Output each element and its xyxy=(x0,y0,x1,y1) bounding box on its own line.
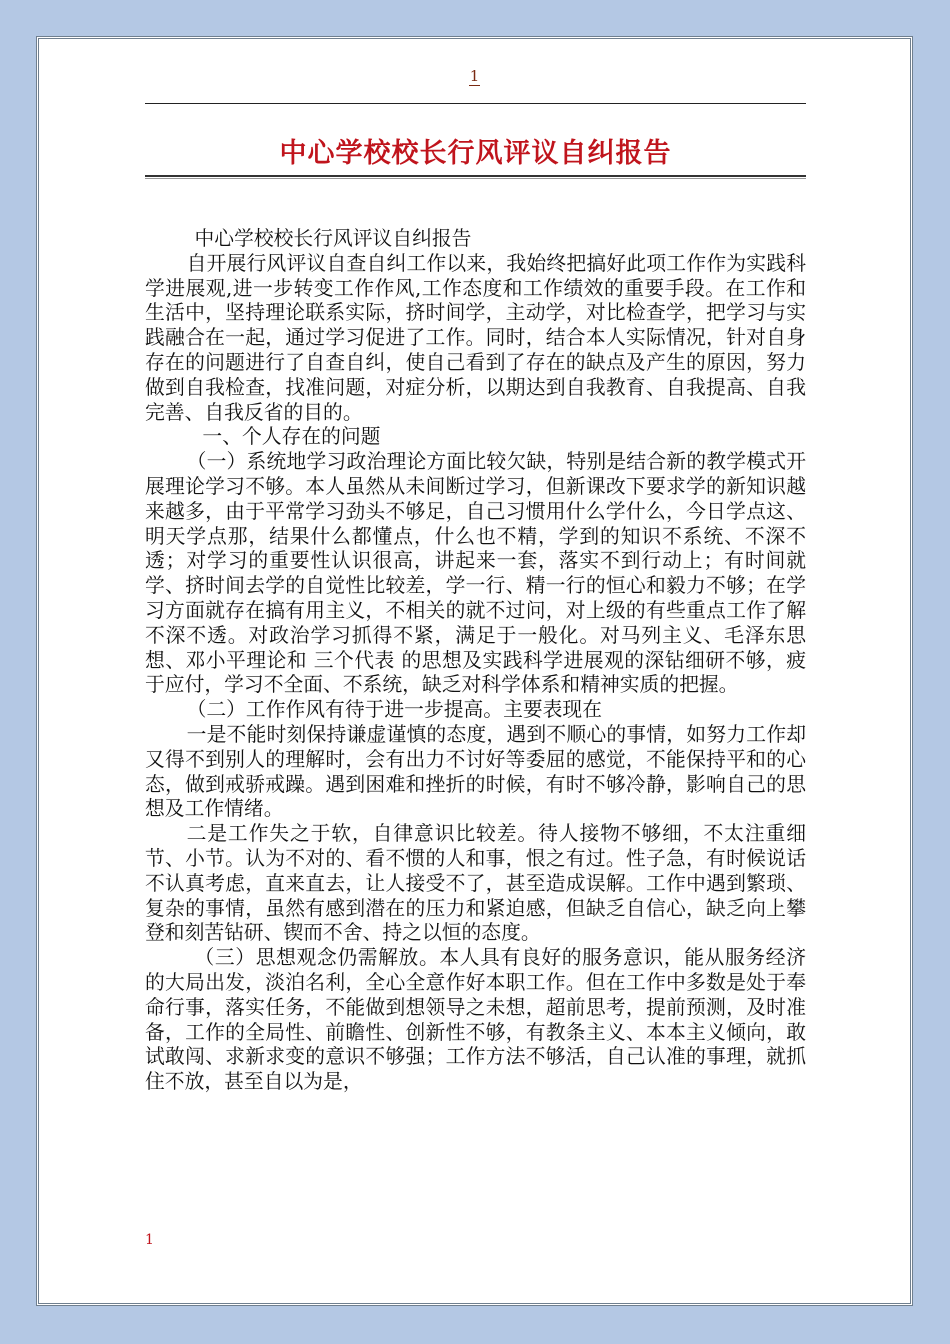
paragraph: （三）思想观念仍需解放。本人具有良好的服务意识，能从服务经济的大局出发，淡泊名利，全心全意作好本职工作。但在工作中多数是处于奉命行事，落实任务，不能做到想领导之未想，超前思考，提前预测，及时准备，工作的全局性、前瞻性、创新性不够，有教条主义、本本主义倾向，敢试敢闯、求新求变的意识不够强；工作方法不够活，自己认准的事理，就抓住不放，甚至自以为是， xyxy=(145,946,806,1094)
paragraph: （二）工作作风有待于进一步提高。主要表现在 xyxy=(186,698,602,722)
header-rule xyxy=(145,103,806,104)
document-body xyxy=(145,227,806,1095)
header-page-number: 1 xyxy=(469,67,480,85)
footer-page-number: 1 xyxy=(145,1232,154,1248)
title-rule xyxy=(145,175,806,179)
paragraph: 一是不能时刻保持谦虚谨慎的态度，遇到不顺心的事情，如努力工作却又得不到别人的理解时，会有出力不讨好等委屈的感觉，不能保持平和的心态，做到戒骄戒躁。遇到困难和挫折的时候，有时不够冷静，影响自己的思想及工作情绪。 xyxy=(145,722,806,821)
paragraph: （一）系统地学习政治理论方面比较欠缺，特别是结合新的教学模式开展理论学习不够。本人虽然从未间断过学习，但新课改下要求学的新知识越来越多，由于平常学习劲头不够足，自己习惯用什么学什么，今日学点这、明天学点那，结果什么都懂点，什么也不精，学到的知识不系统、不深不透；对学习的重要性认识很高，讲起来一套，落实不到行动上；有时间就学、挤时间去学的自觉性比较差，学一行、精一行的恒心和毅力不够；在学习方面就存在搞有用主义，不相关的就不过问，对上级的有些重点工作了解不深不透。对政治学习抓得不紧，满足于一般化。对马列主义、毛泽东思想、邓小平理论和 三个代表 的思想及实践科学进展观的深钻细研不够，疲于应付，学习不全面、不系统，缺乏对科学体系和精神实质的把握。 xyxy=(145,450,806,697)
paragraph: 二是工作失之于软，自律意识比较差。待人接物不够细，不太注重细节、小节。认为不对的、看不惯的人和事，恨之有过。性子急，有时候说话不认真考虑，直来直去，让人接受不了，甚至造成误解。工作中遇到繁琐、复杂的事情，虽然有感到潜在的压力和紧迫感，但缺乏自信心，缺乏向上攀登和刻苦钻研、锲而不舍、持之以恒的态度。 xyxy=(145,822,806,945)
section-heading: 一、个人存在的问题 xyxy=(202,425,381,449)
body-subtitle: 中心学校校长行风评议自纠报告 xyxy=(194,227,472,250)
paragraph: 自开展行风评议自查自纠工作以来，我始终把搞好此项工作作为实践科学进展观,进一步转变工作作风,工作态度和工作绩效的重要手段。在工作和生活中，坚持理论联系实际，挤时间学，主动学，对比检查学，把学习与实践融合在一起，通过学习促进了工作。同时，结合本人实际情况，针对自身存在的问题进行了自查自纠，使自己看到了存在的缺点及产生的原因，努力做到自我检查，找准问题，对症分析，以期达到自我教育、自我提高、自我完善、自我反省的目的。 xyxy=(145,251,806,424)
document-page xyxy=(38,38,911,1304)
document-title: 中心学校校长行风评议自纠报告 xyxy=(279,138,672,169)
